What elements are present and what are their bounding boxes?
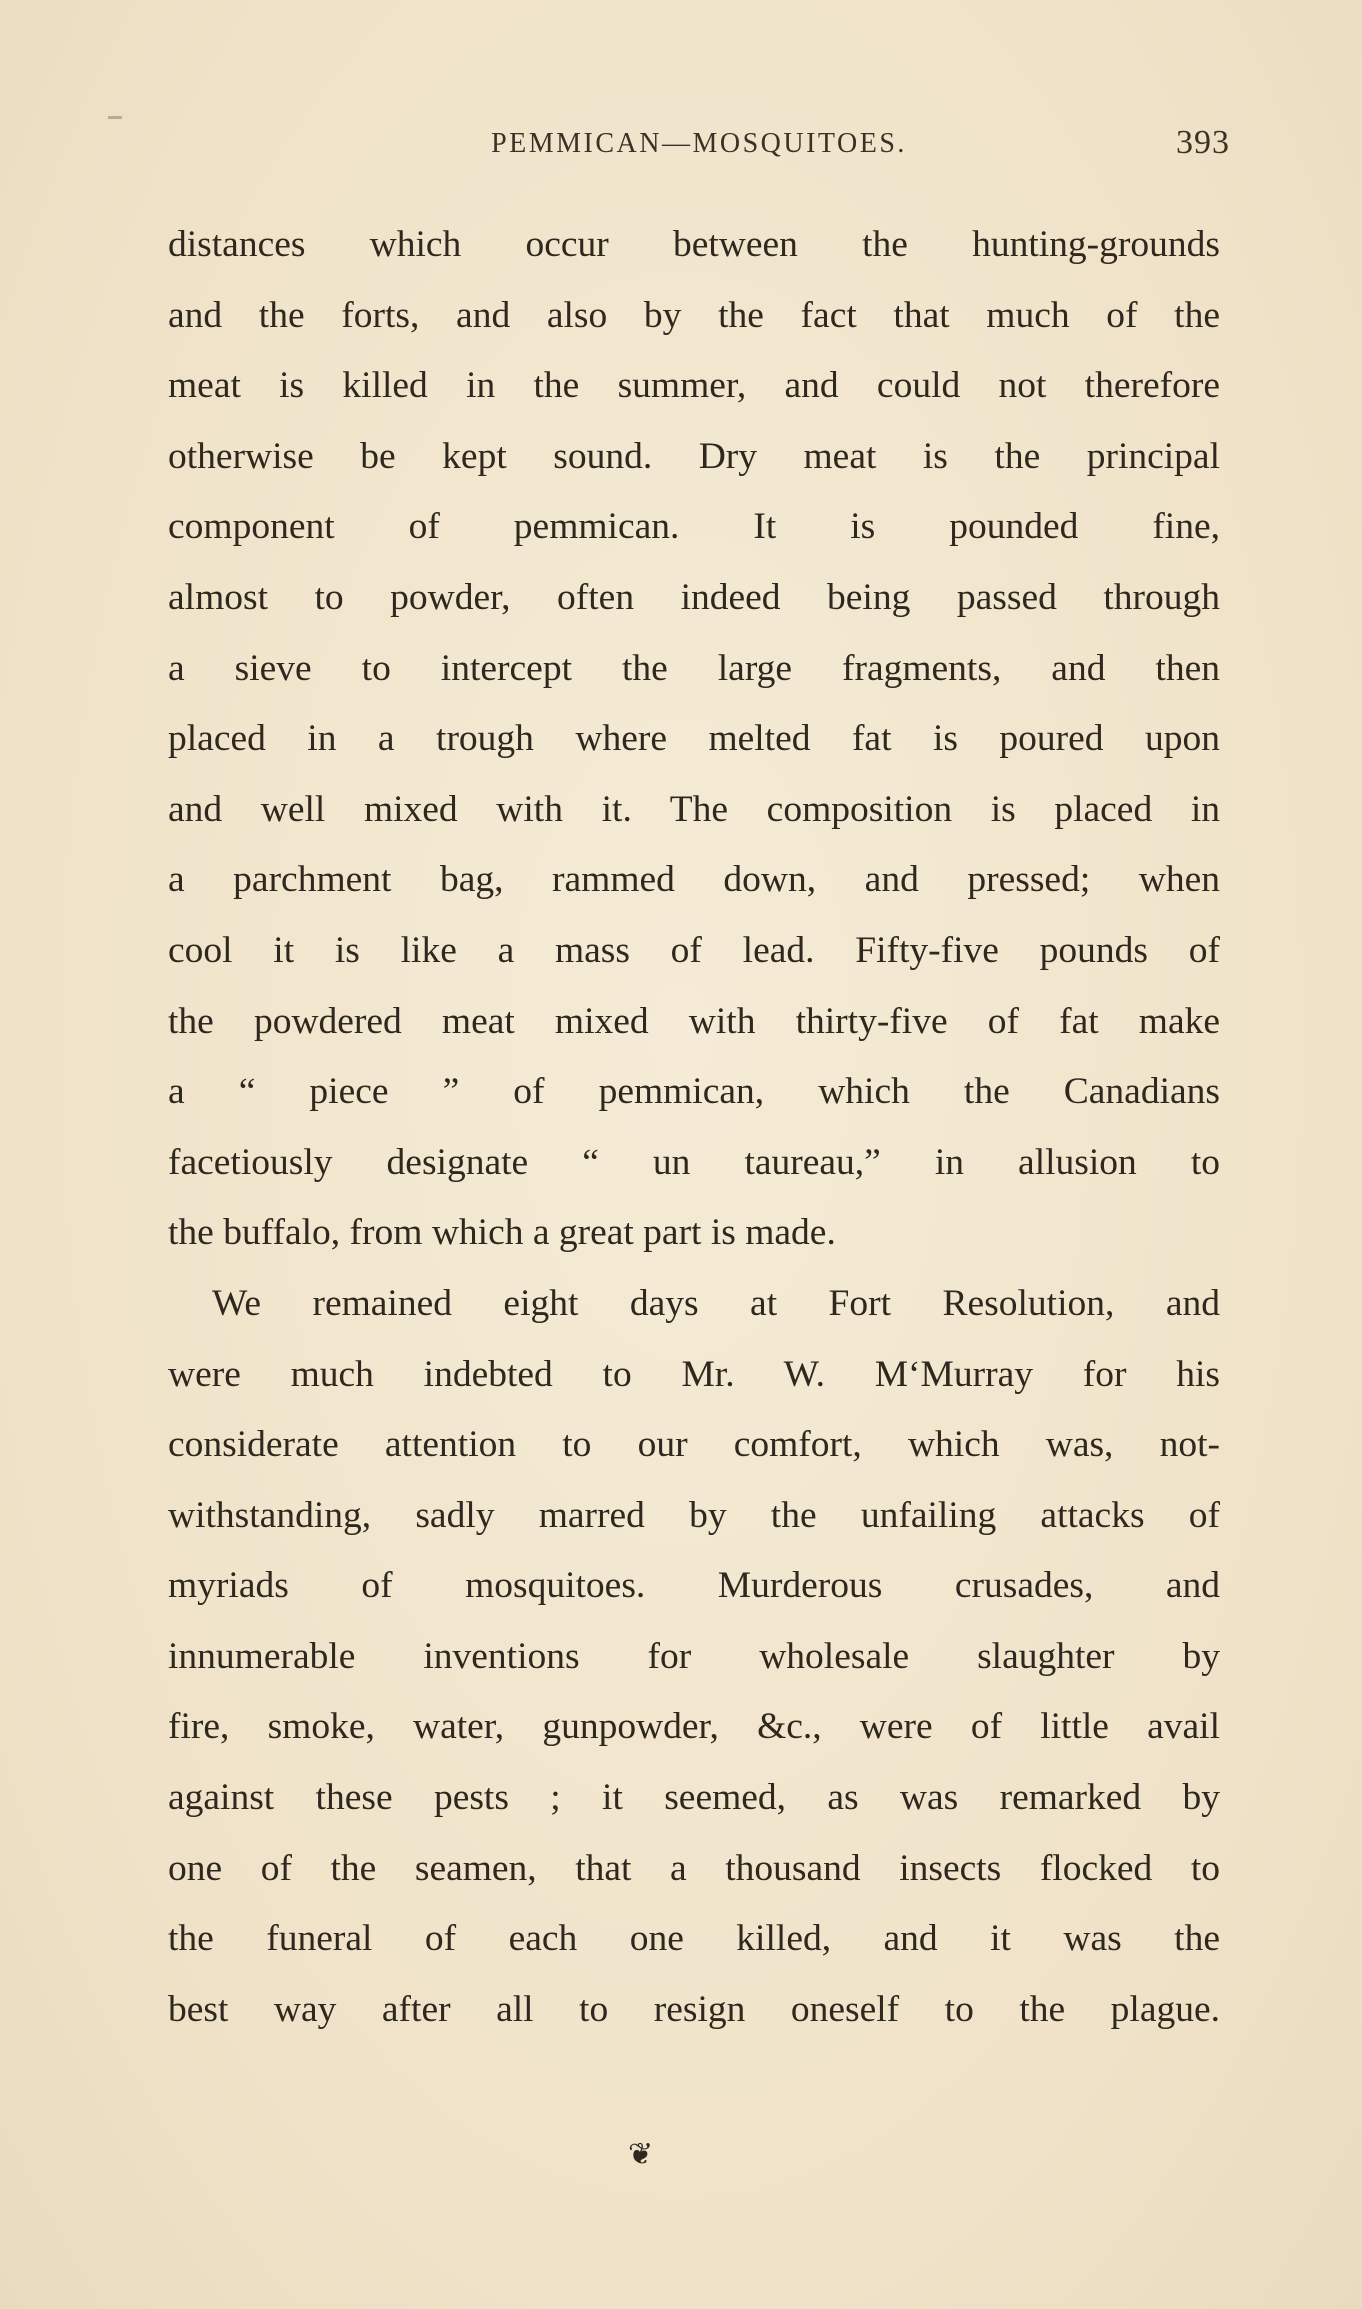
text-line: almost to powder, often indeed being passed through: [168, 576, 1220, 618]
printer-ornament-icon: ❦: [628, 2137, 654, 2172]
text-line: and well mixed with it. The composition is placed in: [168, 788, 1220, 830]
text-line: were much indebted to Mr. W. M‘Murray for his: [168, 1353, 1220, 1395]
text-line: against these pests ; it seemed, as was remarked by: [168, 1777, 1220, 1819]
text-line: otherwise be kept sound. Dry meat is the principal: [168, 435, 1220, 477]
text-line: component of pemmican. It is pounded fine,: [168, 506, 1220, 548]
text-line: meat is killed in the summer, and could not therefore: [168, 365, 1220, 407]
text-line: a “ piece ” of pemmican, which the Canadians: [168, 1071, 1220, 1113]
text-line: one of the seamen, that a thousand insects flocked to: [168, 1847, 1220, 1889]
text-line: cool it is like a mass of lead. Fifty-five pounds of: [168, 929, 1220, 971]
running-title: PEMMICAN—MOSQUITOES.: [491, 128, 907, 159]
text-line: and the forts, and also by the fact that much of the: [168, 294, 1220, 336]
text-line: placed in a trough where melted fat is poured upon: [168, 718, 1220, 760]
text-line: innumerable inventions for wholesale slaughter by: [168, 1635, 1220, 1677]
text-line: distances which occur between the hunting-grounds: [168, 224, 1220, 265]
paragraph-start-line: We remained eight days at Fort Resolution, and: [212, 1282, 1220, 1324]
text-line: best way after all to resign oneself to the plague.: [168, 1988, 1220, 2030]
text-line: withstanding, sadly marred by the unfailing attacks of: [168, 1494, 1220, 1536]
margin-mark: [108, 116, 122, 119]
text-line: a parchment bag, rammed down, and pressed; when: [168, 859, 1220, 901]
body-text: [168, 210, 1220, 2045]
page-number: 393: [1176, 124, 1230, 161]
text-line: facetiously designate “ un taureau,” in allusion to: [168, 1141, 1220, 1183]
page-header: [168, 118, 1230, 168]
text-line: the buffalo, from which a great part is made.: [168, 1212, 836, 1254]
text-line: myriads of mosquitoes. Murderous crusades, and: [168, 1565, 1220, 1607]
text-line: a sieve to intercept the large fragments, and then: [168, 647, 1220, 689]
text-line: considerate attention to our comfort, which was, not-: [168, 1424, 1220, 1466]
text-line: the powdered meat mixed with thirty-five of fat make: [168, 1000, 1220, 1042]
text-line: the funeral of each one killed, and it was the: [168, 1918, 1220, 1960]
text-line: fire, smoke, water, gunpowder, &c., were of little avail: [168, 1706, 1220, 1748]
